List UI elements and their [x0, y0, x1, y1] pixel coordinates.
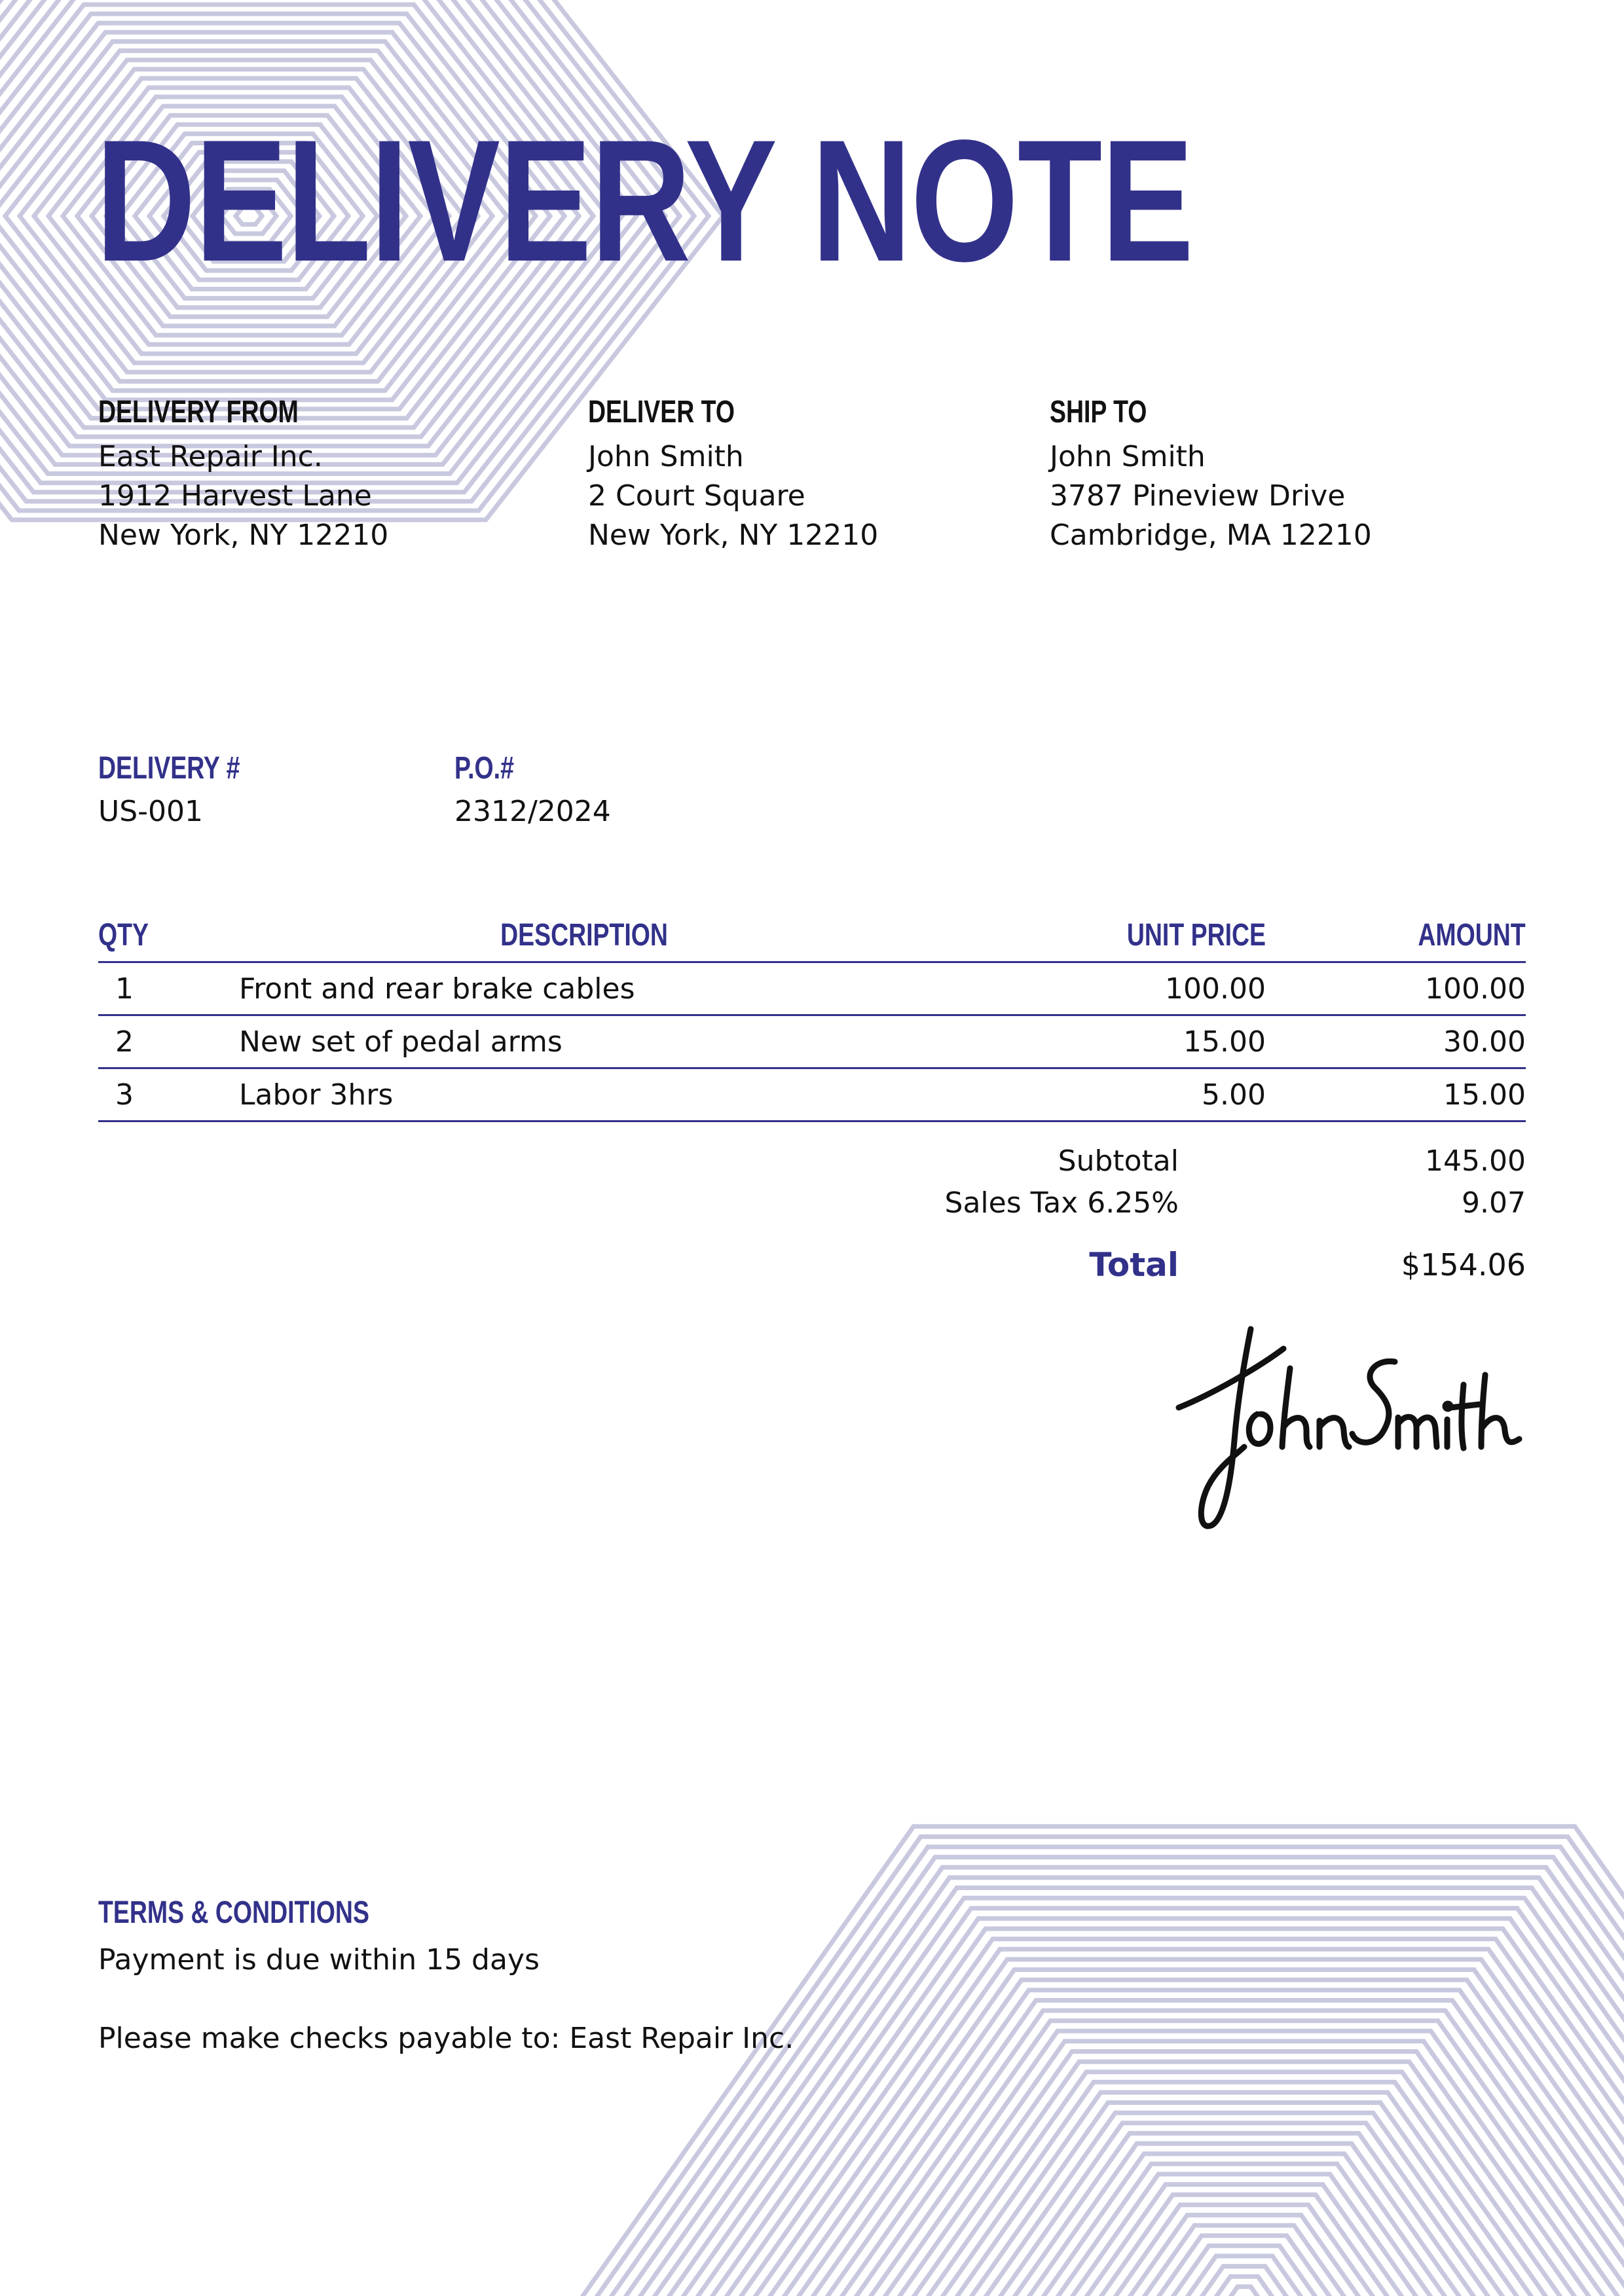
terms-line: Payment is due within 15 days: [98, 1943, 540, 1977]
deliver-to-line: John Smith: [588, 440, 744, 473]
total-value: $154.06: [1401, 1247, 1526, 1283]
sales-tax-label: Sales Tax 6.25%: [944, 1186, 1179, 1220]
total-row: [786, 1244, 1526, 1286]
terms-line: Please make checks payable to: East Repair Inc.: [98, 2022, 794, 2055]
ship-to-line: Cambridge, MA 12210: [1050, 519, 1372, 552]
amount-cell: 30.00: [1266, 1015, 1526, 1068]
subtotal-row: [786, 1140, 1526, 1182]
sales-tax-value: 9.07: [1462, 1186, 1526, 1220]
description-header: DESCRIPTION: [239, 909, 930, 962]
amount-header: AMOUNT: [1266, 909, 1526, 962]
unit-price-cell: 100.00: [930, 962, 1266, 1015]
subtotal-label: Subtotal: [1058, 1144, 1179, 1178]
delivery-from-line: East Repair Inc.: [98, 440, 323, 473]
delivery-from-line: 1912 Harvest Lane: [98, 479, 372, 513]
delivery-from-line: New York, NY 12210: [98, 519, 389, 552]
deliver-to-label: DELIVER TO: [588, 395, 735, 429]
items-table: [98, 909, 1526, 1122]
table-row: [98, 1068, 1526, 1121]
table-row: [98, 962, 1526, 1015]
total-label: Total: [1089, 1246, 1179, 1284]
table-row: [98, 1015, 1526, 1068]
document-title: DELIVERY NOTE: [96, 104, 1193, 298]
delivery-number-block: [98, 753, 280, 831]
delivery-number-label: DELIVERY #: [98, 751, 240, 786]
ship-to-block: [1050, 397, 1469, 555]
description-cell: New set of pedal arms: [239, 1015, 930, 1068]
sales-tax-row: [786, 1182, 1526, 1224]
delivery-from-block: [98, 397, 517, 555]
delivery-number-value: US-001: [98, 795, 203, 828]
qty-cell: 2: [98, 1015, 239, 1068]
ship-to-line: 3787 Pineview Drive: [1050, 479, 1346, 513]
table-header-row: [98, 909, 1526, 962]
description-cell: Labor 3hrs: [239, 1068, 930, 1121]
signature-image: [1172, 1322, 1526, 1545]
ship-to-label: SHIP TO: [1050, 395, 1147, 429]
amount-cell: 100.00: [1266, 962, 1526, 1015]
subtotal-value: 145.00: [1425, 1144, 1526, 1178]
deliver-to-block: [588, 397, 1007, 555]
unit-price-header: UNIT PRICE: [930, 909, 1266, 962]
terms-block: [98, 1897, 794, 2058]
amount-cell: 15.00: [1266, 1068, 1526, 1121]
po-number-label: P.O.#: [454, 751, 514, 786]
po-number-block: [454, 753, 611, 831]
qty-cell: 1: [98, 962, 239, 1015]
qty-cell: 3: [98, 1068, 239, 1121]
delivery-from-label: DELIVERY FROM: [98, 395, 299, 429]
qty-header: QTY: [98, 909, 239, 962]
terms-label: TERMS & CONDITIONS: [98, 1895, 369, 1930]
deliver-to-line: 2 Court Square: [588, 479, 805, 513]
description-cell: Front and rear brake cables: [239, 962, 930, 1015]
ship-to-line: John Smith: [1050, 440, 1206, 473]
totals-block: [786, 1140, 1526, 1286]
unit-price-cell: 5.00: [930, 1068, 1266, 1121]
unit-price-cell: 15.00: [930, 1015, 1266, 1068]
deliver-to-line: New York, NY 12210: [588, 519, 879, 552]
po-number-value: 2312/2024: [454, 795, 611, 828]
